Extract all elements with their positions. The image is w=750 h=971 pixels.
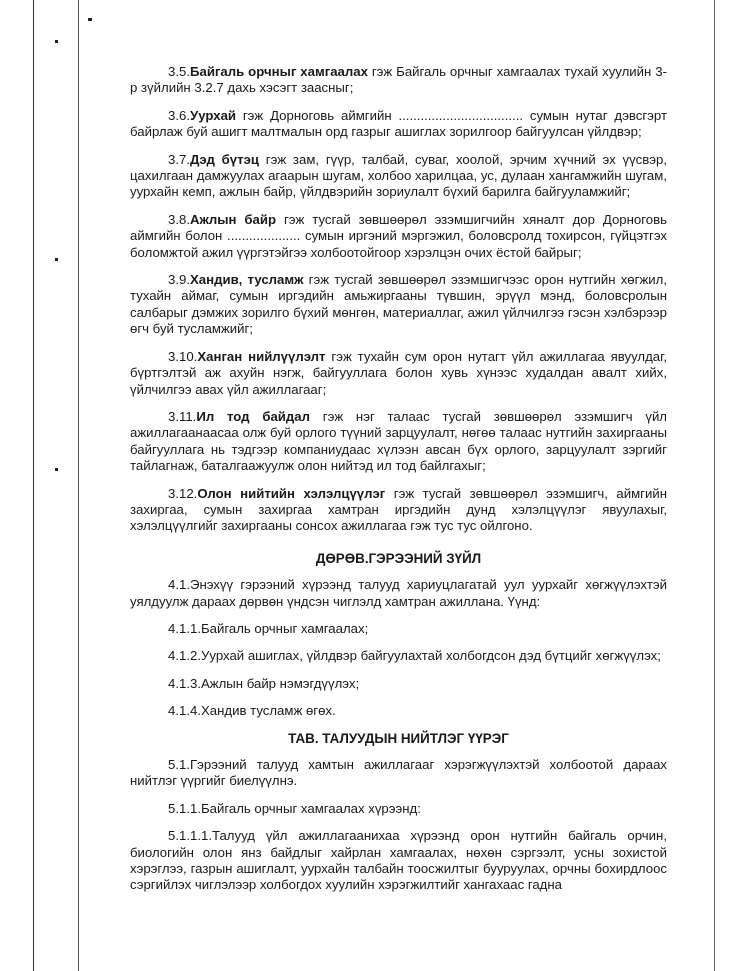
paragraph-4-1-4: 4.1.4.Хандив тусламж өгөх. [168, 703, 336, 719]
scan-dot [55, 40, 58, 43]
term: Уурхай [190, 107, 237, 123]
paragraph-3-12: 3.12.Олон нийтийн хэлэлцүүлэг гэж тусгай зөвшөөрөл эзэмшигч, аймгийн захиргаа, сумын захиргаа хамтран иргэдийн дунд хэлэлцүүлэг явуулахыг, хэлэлцүүлгийг захиргааны сонсох ажиллагаа гэж тус тус ойлгоно. [130, 485, 667, 534]
paragraph-3-6: 3.6.Уурхай гэж Дорноговь аймгийн .................................. сумын нутаг дэвсгэрт байрлаж буй ашигт малтмалын орд газрыг ашиглах зорилгоор байгуулсан үйлдвэр; [130, 107, 667, 140]
term: Ханган нийлүүлэлт [197, 348, 326, 364]
scan-dot [55, 258, 58, 261]
paragraph-4-1-1: 4.1.1.Байгаль орчныг хамгаалах; [168, 620, 369, 636]
term: Ажлын байр [190, 211, 277, 227]
document-body [130, 64, 667, 894]
scan-dot [88, 18, 92, 21]
paragraph-3-7: 3.7.Дэд бүтэц гэж зам, гүүр, талбай, суваг, хоолой, эрчим хүчний эх үүсвэр, цахилгаан дамжуулах агаарын шугам, холбоо харилцаа, ус, дулаан хангамжийн шугам, уурхайн кемп, ажлын байр, үйлдвэрийн зориулалт бүхий барилга байгууламжийг; [130, 151, 667, 200]
section-5-heading: ТАВ. ТАЛУУДЫН НИЙТЛЭГ ҮҮРЭГ [288, 730, 509, 746]
paragraph-3-9: 3.9.Хандив, тусламж гэж тусгай зөвшөөрөл эзэмшигчээс орон нутгийн хөгжил, тухайн аймаг, сумын иргэдийн амьжиргааны түвшин, эрүүл мэнд, боловсролын салбарыг дэмжих зорилго бүхий мөнгөн, материаллаг, ажил үйлчилгээ гэсэн хэлбэрээр өгч буй тусламжийг; [130, 272, 668, 337]
term: Олон нийтийн хэлэлцүүлэг [197, 485, 386, 501]
binding-edge-line-inner [78, 0, 79, 971]
paragraph-3-10: 3.10.Ханган нийлүүлэлт гэж тухайн сум орон нутагт үйл ажиллагаа явуулдаг, бүртгэлтэй аж ахуйн нэгж, байгууллага болон хувь хүнээс худалдан авалт хийх, үйлчилгээ авах үйл ажиллагааг; [130, 348, 667, 397]
term: Ил тод байдал [196, 408, 310, 424]
right-edge-line [714, 0, 715, 971]
paragraph-3-8: 3.8.Ажлын байр гэж тусгай зөвшөөрөл эзэмшигчийн хяналт дор Дорноговь аймгийн болон .................... сумын иргэний мэргэжил, боловсролд тохирсон, гүйцэтгэх боломжтой ажил үүргэтэйгээ холбоотойгоор хэрэлцэн очих ёстой байрыг; [130, 211, 667, 260]
paragraph-3-5: 3.5.Байгаль орчныг хамгаалах гэж Байгаль орчныг хамгаалах тухай хуулийн 3-р зүйлийн 3.2.7 дахь хэсэгт заасныг; [130, 64, 667, 96]
term: Дэд бүтэц [190, 151, 259, 167]
paragraph-3-11: 3.11.Ил тод байдал гэж нэг талаас тусгай зөвшөөрөл эзэмшигч үйл ажиллагаанаасаа олж буй орлого түүний зарцуулалт, нөгөө талаас нутгийн захиргааны байгууллага нь тэдгээр компаниудаас хүлээн авсан бүх орлого, зарцуулалт зэргийг тайлагнаж, баталгаажуулж олон нийтэд ил тод байлгахыг; [130, 408, 668, 474]
paragraph-4-1-2: 4.1.2.Уурхай ашиглах, үйлдвэр байгуулахтай холбогдсон дэд бүтцийг хөгжүүлэх; [168, 648, 661, 664]
paragraph-4-1: 4.1.Энэхүү гэрээний хүрээнд талууд хариуцлагатай уул уурхайг хөгжүүлэхтэй уялдуулж дараах дөрвөн үндсэн чиглэлд хамтран ажиллана. Үүнд: [130, 577, 667, 609]
binding-edge-line [33, 0, 34, 971]
paragraph-4-1-3: 4.1.3.Ажлын байр нэмэгдүүлэх; [168, 675, 360, 691]
paragraph-5-1: 5.1.Гэрээний талууд хамтын ажиллагааг хэрэгжүүлэхтэй холбоотой дараах нийтлэг үүргийг биелүүлнэ. [130, 757, 667, 789]
term: Байгаль орчныг хамгаалах [190, 64, 368, 79]
paragraph-5-1-1: 5.1.1.Байгаль орчныг хамгаалах хүрээнд: [168, 800, 421, 816]
scan-dot [55, 468, 58, 471]
term: Хандив, тусламж [190, 272, 304, 288]
paragraph-5-1-1-1: 5.1.1.1.Талууд үйл ажиллагаанихаа хүрээнд орон нутгийн байгаль орчин, биологийн олон янз байдлыг хайрлан хамгаалах, нөхөн сэргээлт, усны зохистой хэрэглээ, газрын ашиглалт, уурхайн талбайн тоосжилтыг бууруулах, орчны бохирдлоос сэргийлэх чиглэлээр холбогдох хуулийн хэрэгжилтийг хангахаас гадна [130, 828, 667, 893]
section-4-heading: ДӨРӨВ.ГЭРЭЭНИЙ ЗҮЙЛ [315, 550, 482, 566]
